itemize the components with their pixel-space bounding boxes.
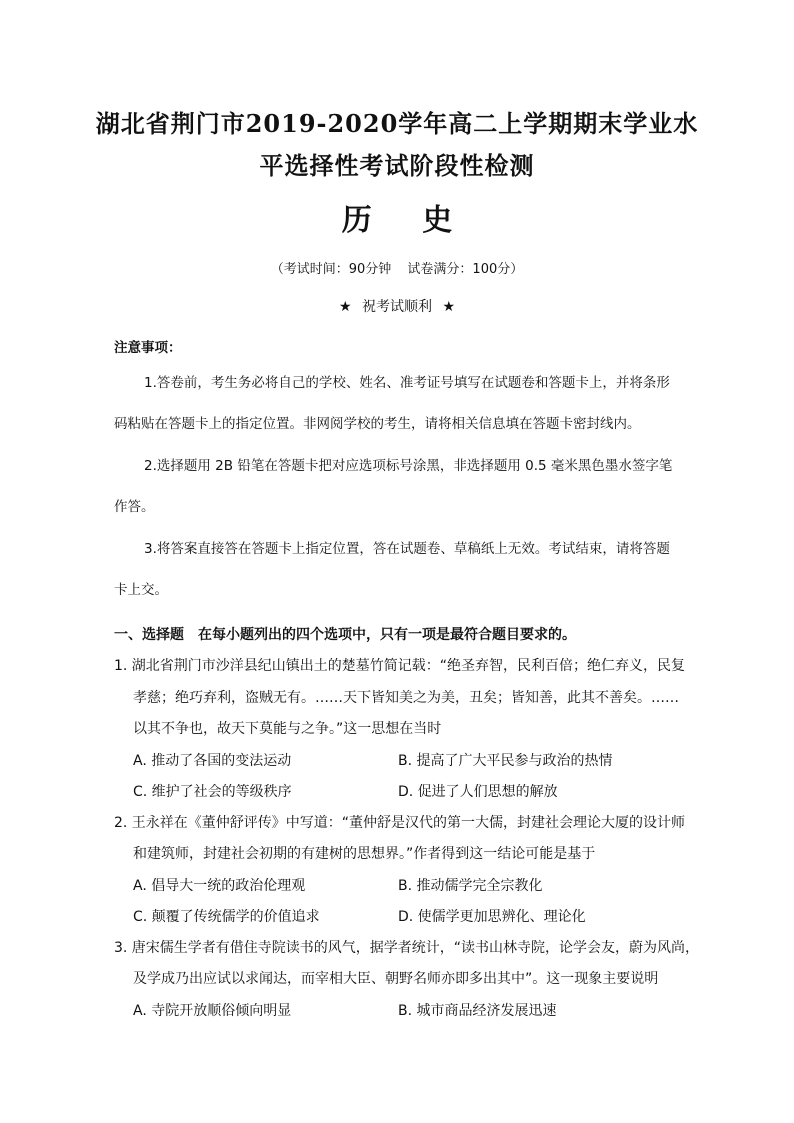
notes-heading: 注意事项：: [114, 340, 182, 356]
exam-meta: [0, 258, 794, 277]
notes-item2-line2: 作答。: [114, 499, 155, 515]
notes-item3-line2: 卡上交。: [114, 582, 168, 598]
question-3-line2: 及学成乃出应试以求闻达，而宰相大臣、朝野名师亦即多出其中”。这一现象主要说明: [133, 971, 659, 987]
question-1-option-d: D. 促进了人们思想的解放: [398, 784, 558, 800]
question-3-option-b: B. 城市商品经济发展迅速: [398, 1003, 557, 1019]
exam-time: （考试时间：90分钟: [270, 262, 392, 277]
exam-title-line2: 平选择性考试阶段性检测: [259, 151, 535, 180]
question-2-option-a: A. 倡导大一统的政治伦理观: [133, 878, 306, 894]
section1-heading: 一、选择题 在每小题列出的四个选项中，只有一项是最符合题目要求的。: [114, 627, 576, 643]
notes-item1-line1: 1.答卷前，考生务必将自己的学校、姓名、准考证号填写在试题卷和答题卡上，并将条形: [144, 375, 670, 391]
question-1-option-c: C. 维护了社会的等级秩序: [133, 784, 292, 800]
question-1-line1: 1. 湖北省荆门市沙洋县纪山镇出土的楚墓竹简记载：“绝圣弃智，民利百倍；绝仁弃义，民复: [114, 658, 686, 674]
question-3-option-a: A. 寺院开放顺俗倾向明显: [133, 1003, 292, 1019]
exam-title-line1: 湖北省荆门市2019-2020学年高二上学期期末学业水: [95, 109, 699, 138]
good-luck-line: [0, 296, 794, 316]
question-1-line3: 以其不争也，故天下莫能与之争。”这一思想在当时: [133, 721, 442, 737]
question-2-option-c: C. 颠覆了传统儒学的价值追求: [133, 909, 320, 925]
subject-char-2: 史: [422, 203, 453, 238]
question-2-option-d: D. 使儒学更加思辨化、理论化: [398, 909, 586, 925]
subject-title: [0, 195, 794, 239]
full-score: 试卷满分：100分）: [407, 262, 524, 277]
question-1-line2: 孝慈；绝巧弃利，盗贼无有。……天下皆知美之为美，丑矣；皆知善，此其不善矣。……: [133, 690, 679, 706]
notes-item1-line2: 码粘贴在答题卡上的指定位置。非网阅学校的考生，请将相关信息填在答题卡密封线内。: [114, 416, 641, 432]
notes-item2-line1: 2.选择题用 2B 铅笔在答题卡把对应选项标号涂黑，非选择题用 0.5 毫米黑色墨水签字笔: [144, 458, 673, 474]
subject-char-1: 历: [341, 203, 372, 238]
question-2-line1: 2. 王永祥在《董仲舒评传》中写道：“董仲舒是汉代的第一大儒，封建社会理论大厦的设计师: [114, 815, 686, 831]
question-3-line1: 3. 唐宋儒生学者有借住寺院读书的风气，据学者统计，“读书山林寺院，论学会友，蔚为风尚，: [114, 940, 700, 956]
good-luck-text: 祝考试顺利: [362, 299, 432, 315]
question-1-option-b: B. 提高了广大平民参与政治的热情: [398, 753, 613, 769]
star-icon: ★: [338, 299, 352, 315]
question-2-option-b: B. 推动儒学完全宗教化: [398, 878, 543, 894]
star-icon: ★: [442, 299, 456, 315]
question-2-line2: 和建筑师，封建社会初期的有建树的思想界。”作者得到这一结论可能是基于: [133, 846, 596, 862]
question-1-option-a: A. 推动了各国的变法运动: [133, 753, 292, 769]
notes-item3-line1: 3.将答案直接答在答题卡上指定位置，答在试题卷、草稿纸上无效。考试结束，请将答题: [144, 541, 670, 557]
